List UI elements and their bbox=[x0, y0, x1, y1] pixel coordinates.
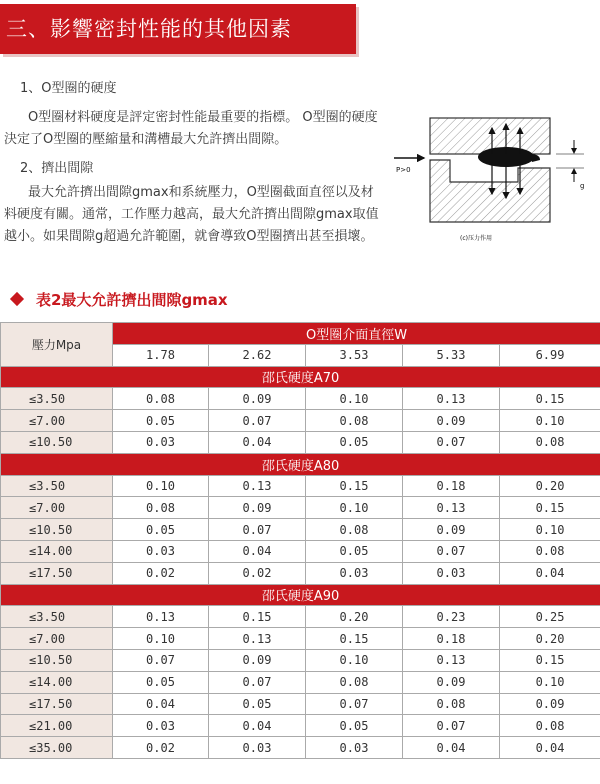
hardness-group-row bbox=[1, 366, 600, 388]
gap-value-cell: 0.13 bbox=[209, 475, 306, 497]
gap-value-cell: 0.20 bbox=[500, 475, 600, 497]
gap-value-cell: 0.05 bbox=[306, 715, 403, 737]
gap-value-cell: 0.04 bbox=[209, 540, 306, 562]
table-title-text: 表2最大允許擠出間隙gmax bbox=[36, 290, 228, 309]
gap-value-cell: 0.07 bbox=[403, 540, 500, 562]
gap-value-cell: 0.08 bbox=[500, 431, 600, 453]
pressure-cell: ≤10.50 bbox=[1, 519, 113, 541]
table-row bbox=[1, 540, 600, 562]
housing-top bbox=[430, 118, 550, 154]
gap-value-cell: 0.03 bbox=[306, 562, 403, 584]
table-row bbox=[1, 606, 600, 628]
table-row bbox=[1, 737, 600, 759]
table-row bbox=[1, 497, 600, 519]
table-row bbox=[1, 715, 600, 737]
pressure-column-header: 壓力Mpa bbox=[1, 323, 113, 367]
pressure-cell: ≤17.50 bbox=[1, 693, 113, 715]
section1-body: O型圈材料硬度是評定密封性能最重要的指標。 O型圈的硬度決定了O型圈的壓縮量和溝槽最大允許擠出間隙。 bbox=[4, 110, 378, 147]
table-row bbox=[1, 671, 600, 693]
hardness-group-row bbox=[1, 584, 600, 606]
gap-value-cell: 0.10 bbox=[113, 628, 209, 650]
table-row bbox=[1, 693, 600, 715]
gap-value-cell: 0.08 bbox=[113, 388, 209, 410]
gap-value-cell: 0.03 bbox=[113, 431, 209, 453]
diameter-cell: 2.62 bbox=[209, 344, 306, 366]
gap-value-cell: 0.03 bbox=[113, 715, 209, 737]
diagram-caption: (c)压力作用 bbox=[460, 235, 492, 242]
pressure-cell: ≤3.50 bbox=[1, 388, 113, 410]
gap-value-cell: 0.20 bbox=[500, 628, 600, 650]
diameter-cell: 1.78 bbox=[113, 344, 209, 366]
pressure-cell: ≤3.50 bbox=[1, 475, 113, 497]
table-row bbox=[1, 475, 600, 497]
gap-value-cell: 0.10 bbox=[306, 497, 403, 519]
gap-value-cell: 0.08 bbox=[500, 540, 600, 562]
gap-value-cell: 0.09 bbox=[209, 497, 306, 519]
gap-value-cell: 0.05 bbox=[113, 410, 209, 432]
gap-value-cell: 0.08 bbox=[113, 497, 209, 519]
table-title bbox=[4, 287, 228, 311]
pressure-cell: ≤14.00 bbox=[1, 540, 113, 562]
gap-value-cell: 0.07 bbox=[403, 431, 500, 453]
gap-value-cell: 0.15 bbox=[500, 388, 600, 410]
gap-value-cell: 0.09 bbox=[403, 671, 500, 693]
gap-value-cell: 0.04 bbox=[500, 562, 600, 584]
hardness-group-row bbox=[1, 453, 600, 475]
gap-value-cell: 0.13 bbox=[403, 388, 500, 410]
diamond-bullet-icon bbox=[10, 292, 24, 306]
gap-value-cell: 0.25 bbox=[500, 606, 600, 628]
diameter-cell: 6.99 bbox=[500, 344, 600, 366]
gap-value-cell: 0.07 bbox=[403, 715, 500, 737]
gap-value-cell: 0.03 bbox=[113, 540, 209, 562]
table-row bbox=[1, 410, 600, 432]
extrusion-gap-table bbox=[0, 322, 600, 759]
diameter-cell: 5.33 bbox=[403, 344, 500, 366]
gap-value-cell: 0.05 bbox=[306, 431, 403, 453]
pressure-cell: ≤35.00 bbox=[1, 737, 113, 759]
table-row bbox=[1, 388, 600, 410]
gap-label: g bbox=[580, 182, 585, 190]
hardness-header: 邵氏硬度A80 bbox=[1, 453, 600, 475]
gap-value-cell: 0.13 bbox=[113, 606, 209, 628]
gap-value-cell: 0.18 bbox=[403, 628, 500, 650]
pressure-cell: ≤21.00 bbox=[1, 715, 113, 737]
gap-value-cell: 0.07 bbox=[209, 519, 306, 541]
oring-extrusion-diagram bbox=[388, 110, 594, 248]
gap-value-cell: 0.05 bbox=[306, 540, 403, 562]
gap-value-cell: 0.10 bbox=[500, 410, 600, 432]
gap-value-cell: 0.20 bbox=[306, 606, 403, 628]
gap-value-cell: 0.04 bbox=[209, 715, 306, 737]
gap-value-cell: 0.08 bbox=[306, 410, 403, 432]
gap-value-cell: 0.02 bbox=[113, 562, 209, 584]
gap-value-cell: 0.03 bbox=[209, 737, 306, 759]
banner-title: 三、影響密封性能的其他因素 bbox=[6, 17, 292, 41]
gap-value-cell: 0.07 bbox=[113, 649, 209, 671]
table-row bbox=[1, 628, 600, 650]
housing-bottom bbox=[430, 160, 550, 222]
gap-value-cell: 0.04 bbox=[113, 693, 209, 715]
gap-value-cell: 0.15 bbox=[306, 628, 403, 650]
gap-value-cell: 0.18 bbox=[403, 475, 500, 497]
gap-value-cell: 0.15 bbox=[500, 649, 600, 671]
gap-value-cell: 0.04 bbox=[403, 737, 500, 759]
gap-value-cell: 0.07 bbox=[209, 671, 306, 693]
pressure-cell: ≤10.50 bbox=[1, 431, 113, 453]
gap-value-cell: 0.09 bbox=[209, 649, 306, 671]
hardness-header: 邵氏硬度A90 bbox=[1, 584, 600, 606]
pressure-cell: ≤7.00 bbox=[1, 497, 113, 519]
gap-value-cell: 0.08 bbox=[306, 519, 403, 541]
gap-value-cell: 0.04 bbox=[209, 431, 306, 453]
table-header-row bbox=[1, 323, 600, 345]
hardness-header: 邵氏硬度A70 bbox=[1, 366, 600, 388]
gap-value-cell: 0.04 bbox=[500, 737, 600, 759]
gap-value-cell: 0.10 bbox=[500, 671, 600, 693]
section2-heading: 2、擠出間隙 bbox=[20, 161, 94, 176]
gap-value-cell: 0.09 bbox=[500, 693, 600, 715]
gap-value-cell: 0.09 bbox=[209, 388, 306, 410]
gap-value-cell: 0.13 bbox=[403, 497, 500, 519]
gap-value-cell: 0.15 bbox=[209, 606, 306, 628]
gap-value-cell: 0.07 bbox=[209, 410, 306, 432]
gap-value-cell: 0.08 bbox=[306, 671, 403, 693]
gap-value-cell: 0.15 bbox=[500, 497, 600, 519]
pressure-cell: ≤10.50 bbox=[1, 649, 113, 671]
section1-heading: 1、O型圈的硬度 bbox=[20, 81, 117, 96]
diameter-group-header: O型圈介面直徑W bbox=[113, 323, 600, 345]
gap-value-cell: 0.10 bbox=[306, 649, 403, 671]
pressure-cell: ≤7.00 bbox=[1, 410, 113, 432]
gap-value-cell: 0.02 bbox=[113, 737, 209, 759]
gap-value-cell: 0.10 bbox=[113, 475, 209, 497]
gap-value-cell: 0.02 bbox=[209, 562, 306, 584]
table-row bbox=[1, 519, 600, 541]
gap-value-cell: 0.09 bbox=[403, 410, 500, 432]
gap-value-cell: 0.08 bbox=[500, 715, 600, 737]
pressure-cell: ≤14.00 bbox=[1, 671, 113, 693]
table-row bbox=[1, 649, 600, 671]
gap-value-cell: 0.05 bbox=[113, 519, 209, 541]
gap-value-cell: 0.23 bbox=[403, 606, 500, 628]
pressure-cell: ≤3.50 bbox=[1, 606, 113, 628]
table-row bbox=[1, 562, 600, 584]
gap-value-cell: 0.10 bbox=[500, 519, 600, 541]
gap-value-cell: 0.03 bbox=[306, 737, 403, 759]
gap-value-cell: 0.07 bbox=[306, 693, 403, 715]
gap-value-cell: 0.09 bbox=[403, 519, 500, 541]
pressure-cell: ≤7.00 bbox=[1, 628, 113, 650]
gap-value-cell: 0.08 bbox=[403, 693, 500, 715]
section-banner bbox=[0, 4, 356, 54]
gap-value-cell: 0.13 bbox=[403, 649, 500, 671]
gap-value-cell: 0.03 bbox=[403, 562, 500, 584]
gap-value-cell: 0.10 bbox=[306, 388, 403, 410]
section2-body: 最大允許擠出間隙gmax和系統壓力，O型圈截面直徑以及材料硬度有關。通常，工作壓力越高，最大允許擠出間隙gmax取值越小。如果間隙g超過允許範圍，就會導致O型圈擠出甚至損壞。 bbox=[4, 185, 379, 244]
gap-value-cell: 0.13 bbox=[209, 628, 306, 650]
pressure-label: P>0 bbox=[396, 166, 411, 174]
table-row bbox=[1, 431, 600, 453]
diameter-cell: 3.53 bbox=[306, 344, 403, 366]
gap-value-cell: 0.15 bbox=[306, 475, 403, 497]
pressure-cell: ≤17.50 bbox=[1, 562, 113, 584]
gap-value-cell: 0.05 bbox=[113, 671, 209, 693]
gap-value-cell: 0.05 bbox=[209, 693, 306, 715]
